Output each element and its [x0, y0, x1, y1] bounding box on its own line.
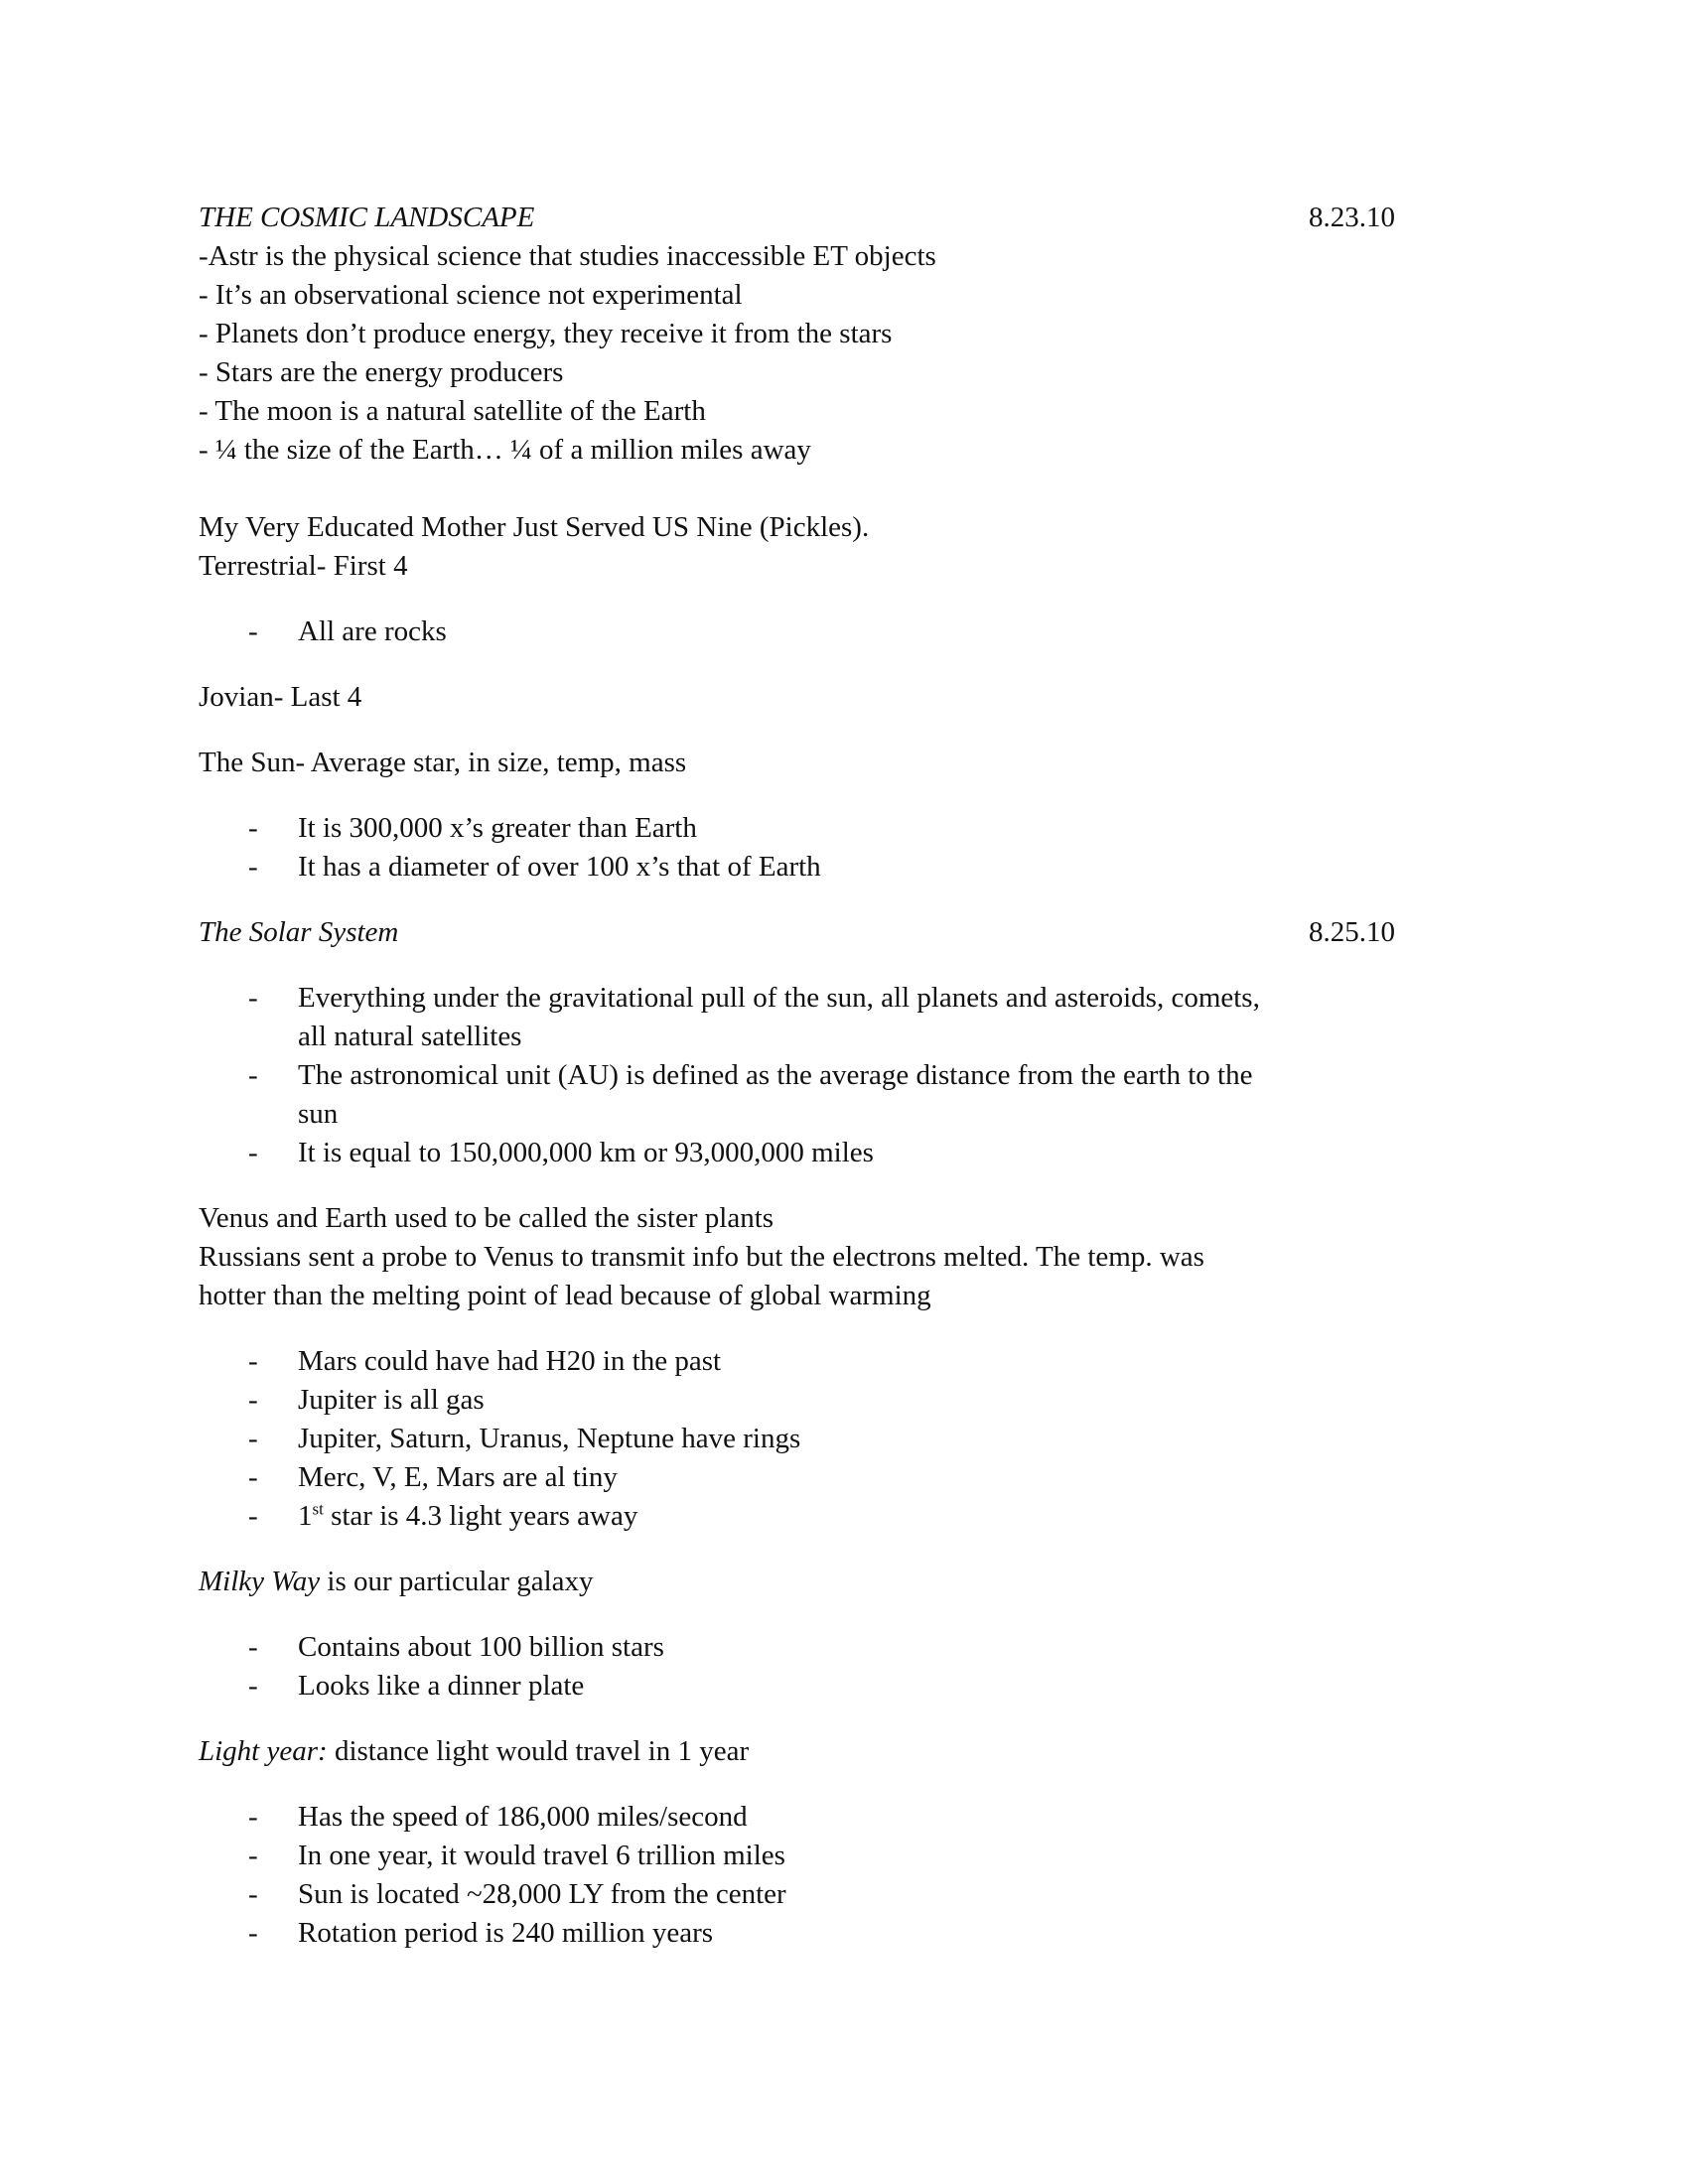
list-item	[199, 1875, 1291, 1914]
document-page	[199, 199, 1489, 1953]
list-item	[199, 1134, 1291, 1172]
list-item	[199, 1837, 1291, 1875]
list-item-text: Contains about 100 billion stars	[298, 1631, 664, 1663]
list-item	[199, 1056, 1291, 1134]
milky-way-bullet-list	[199, 1628, 1489, 1706]
dash-bullet: -	[248, 1500, 258, 1532]
section-heading-solar-system	[199, 913, 1395, 952]
section-heading-cosmic-landscape	[199, 199, 1395, 237]
list-item-text: It is equal to 150,000,000 km or 93,000,000 miles	[298, 1137, 874, 1168]
note-line: - Planets don’t produce energy, they receive it from the stars	[199, 318, 893, 349]
list-item-text: It is 300,000 x’s greater than Earth	[298, 812, 697, 844]
term-italic: Milky Way	[199, 1566, 321, 1597]
term-definition: is our particular galaxy	[320, 1566, 594, 1597]
dash-bullet: -	[248, 1384, 258, 1416]
dash-bullet: -	[248, 1461, 258, 1493]
list-item	[199, 1420, 1291, 1458]
sun-bullet-list	[199, 809, 1489, 887]
dash-bullet: -	[248, 1059, 258, 1091]
note-line: -Astr is the physical science that studies inaccessible ET objects	[199, 240, 936, 272]
planet-bullet-list	[199, 1342, 1489, 1536]
list-item	[199, 1342, 1291, 1381]
light-year-bullet-list	[199, 1798, 1489, 1953]
venus-line: Russians sent a probe to Venus to transmit info but the electrons melted. The temp. was	[199, 1241, 1204, 1273]
list-item-text: All are rocks	[298, 615, 447, 647]
list-item	[199, 1798, 1291, 1837]
light-year-line	[199, 1732, 1489, 1771]
list-item-text: Everything under the gravitational pull of the sun, all planets and asteroids, comets, all natural satellites	[298, 982, 1260, 1052]
dash-bullet: -	[248, 812, 258, 844]
list-item-text: Looks like a dinner plate	[298, 1670, 585, 1702]
list-item	[199, 1628, 1291, 1667]
list-item	[199, 848, 1291, 887]
note-line: - ¼ the size of the Earth… ¼ of a million miles away	[199, 434, 811, 466]
list-item	[199, 809, 1291, 848]
list-item-text: Jupiter is all gas	[298, 1384, 485, 1416]
note-line: - Stars are the energy producers	[199, 356, 564, 388]
ordinal-number: 1	[298, 1500, 313, 1532]
section-title	[199, 199, 534, 237]
dash-bullet: -	[248, 1840, 258, 1871]
dash-bullet: -	[248, 1670, 258, 1702]
dash-bullet: -	[248, 851, 258, 883]
term-italic: Light year:	[199, 1735, 328, 1767]
venus-line: Venus and Earth used to be called the sister plants	[199, 1202, 774, 1234]
dash-bullet: -	[248, 1878, 258, 1910]
list-item-text: It has a diameter of over 100 x’s that of Earth	[298, 851, 821, 883]
note-line: - It’s an observational science not experimental	[199, 279, 743, 311]
dash-bullet: -	[248, 1917, 258, 1949]
list-item	[199, 1914, 1291, 1953]
jovian-line: Jovian- Last 4	[199, 681, 362, 713]
solar-system-bullet-list	[199, 979, 1489, 1172]
terrestrial-line: Terrestrial- First 4	[199, 550, 408, 582]
term-definition: distance light would travel in 1 year	[327, 1735, 750, 1767]
sun-line: The Sun- Average star, in size, temp, mass	[199, 747, 687, 778]
milky-way-line	[199, 1563, 1489, 1601]
list-item	[199, 979, 1291, 1056]
dash-bullet: -	[248, 982, 258, 1014]
dash-bullet: -	[248, 1137, 258, 1168]
list-item-text: In one year, it would travel 6 trillion miles	[298, 1840, 785, 1871]
section-date: 8.25.10	[1309, 916, 1395, 948]
dash-bullet: -	[248, 1801, 258, 1833]
list-item-text: Sun is located ~28,000 LY from the center	[298, 1878, 786, 1910]
title-rest-part: SCAPE	[448, 202, 535, 233]
mnemonic-line: My Very Educated Mother Just Served US Nine (Pickles).	[199, 511, 870, 543]
dash-bullet: -	[248, 1345, 258, 1377]
list-item-text: Mars could have had H20 in the past	[298, 1345, 722, 1377]
dash-bullet: -	[248, 615, 258, 647]
list-item-text: Merc, V, E, Mars are al tiny	[298, 1461, 618, 1493]
list-item-text: The astronomical unit (AU) is defined as the average distance from the earth to the sun	[298, 1059, 1253, 1130]
section-title: The Solar System	[199, 916, 399, 948]
ordinal-suffix: st	[312, 1499, 324, 1519]
list-item	[199, 1667, 1291, 1706]
note-line: - The moon is a natural satellite of the Earth	[199, 395, 706, 427]
list-item	[199, 1497, 1291, 1536]
venus-line: hotter than the melting point of lead because of global warming	[199, 1280, 931, 1311]
list-item	[199, 1381, 1291, 1420]
title-italic-part: THE COSMIC LAND	[199, 202, 449, 233]
list-item	[199, 613, 1291, 651]
dash-bullet: -	[248, 1423, 258, 1454]
list-item-text: Jupiter, Saturn, Uranus, Neptune have rings	[298, 1423, 801, 1454]
list-item-text: Rotation period is 240 million years	[298, 1917, 714, 1949]
dash-bullet: -	[248, 1631, 258, 1663]
list-item-text: star is 4.3 light years away	[323, 1500, 638, 1532]
list-item-text: Has the speed of 186,000 miles/second	[298, 1801, 748, 1833]
list-item	[199, 1458, 1291, 1497]
section-date: 8.23.10	[1309, 202, 1395, 233]
terrestrial-bullet-list	[199, 613, 1489, 651]
